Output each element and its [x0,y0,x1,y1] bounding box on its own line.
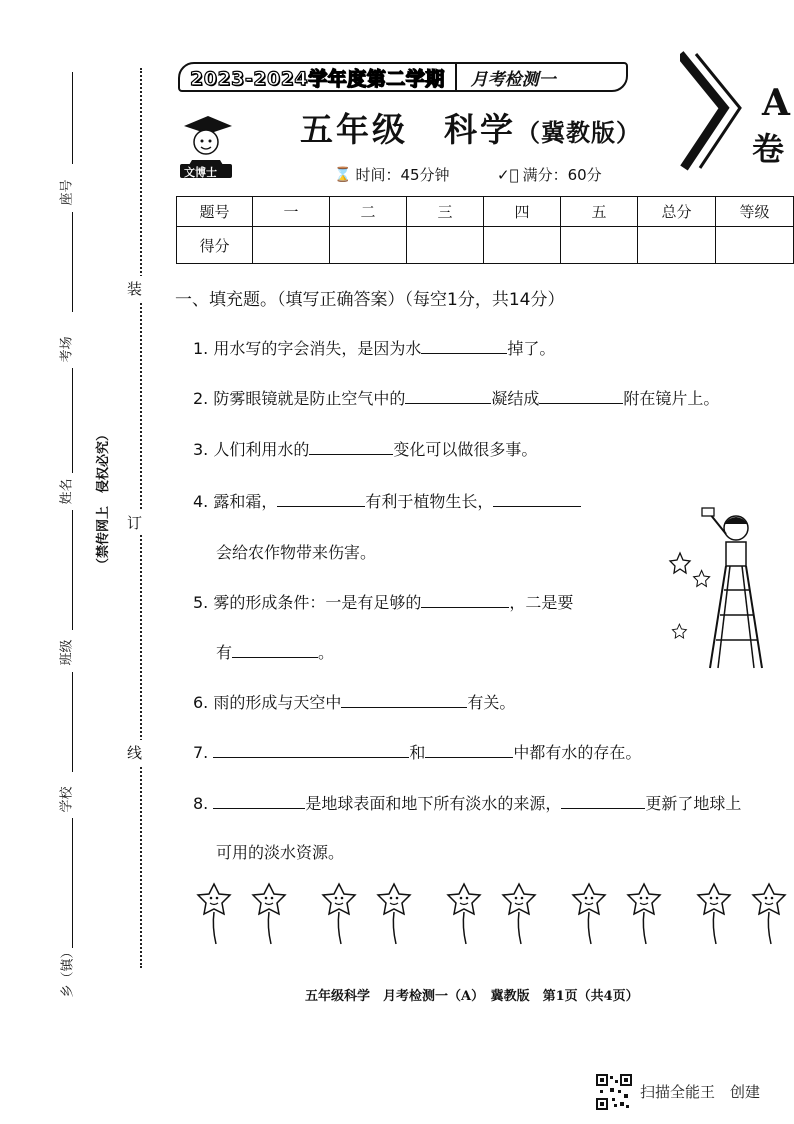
girl-on-ladder-illustration [664,500,784,670]
room-label: 考场 [59,336,75,363]
q5-text-c: 有 [216,643,233,662]
score-cell[interactable] [561,227,638,264]
q8-text-b: 是地球表面和地下所有淡水的来源， [305,794,562,813]
answer-blank[interactable] [561,792,645,809]
q4-text-a: 4. 露和霜， [193,492,278,511]
answer-blank[interactable] [421,337,507,354]
question-7 [193,740,641,763]
full-score-label: 满分：60分 [522,166,602,184]
answer-blank[interactable] [421,591,509,608]
bind-char-zhuang: 装 [127,276,142,301]
score-cell[interactable] [407,227,484,264]
scanner-watermark: 扫描全能王 创建 [640,1083,761,1101]
seat-line-2 [72,212,73,312]
seat-line [72,72,73,164]
answer-blank[interactable] [213,792,305,809]
corner-char: 卷 [752,130,785,168]
full-score-info [497,164,602,185]
question-4 [193,489,581,512]
check-circle-icon: ✓⃝ [497,165,519,184]
score-cell[interactable] [484,227,561,264]
title-text: 五年级 科学 [300,110,516,149]
q8-text-a: 8. [193,794,214,813]
answer-blank[interactable] [277,490,365,507]
time-label: 时间：45分钟 [355,166,450,184]
answer-blank[interactable] [405,387,491,404]
table-row-label: 得分 [177,227,253,264]
page-footer: 五年级科学 月考检测一（A） 冀教版 第1页（共4页） [305,989,639,1004]
q7-text-c: 中都有水的存在。 [513,743,642,762]
q8-text-c: 更新了地球上 [645,794,742,813]
table-header-cell: 二 [330,197,407,227]
answer-blank[interactable] [493,490,581,507]
score-table-header-row [177,197,794,227]
copyright-notice: （禁传网上 侵权必究） [96,427,112,572]
q7-text-a: 7. [193,743,214,762]
q1-text-b: 掉了。 [507,339,556,358]
q2-text-c: 附在镜片上。 [623,389,720,408]
table-header-cell: 题号 [177,197,253,227]
question-8-continued: 可用的淡水资源。 [216,843,345,862]
question-5-continued [216,640,334,663]
corner-letter: A [762,82,790,124]
table-header-cell: 等级 [716,197,794,227]
bind-char-ding: 订 [127,510,142,535]
year-banner-text: 2023-2024学年度第二学期 [190,67,445,90]
question-1 [193,336,555,359]
name-label: 姓名 [59,478,75,505]
seat-label: 座号 [59,179,75,206]
q3-text-b: 变化可以做很多事。 [393,440,538,459]
q5-text-d: 。 [318,643,335,662]
term-banner [178,62,628,92]
qr-code-icon [596,1074,632,1110]
table-header-cell: 一 [253,197,330,227]
room-line [72,368,73,473]
score-cell[interactable] [330,227,407,264]
score-table [176,196,794,264]
score-cell[interactable] [638,227,716,264]
hourglass-icon: ⌛ [334,166,352,183]
question-6 [193,690,515,713]
q7-text-b: 和 [409,743,426,762]
question-5 [193,590,573,613]
table-header-cell: 四 [484,197,561,227]
class-label: 班级 [59,639,75,666]
bind-char-xian: 线 [127,740,142,765]
edition-text: （冀教版） [516,118,641,147]
q5-text-b: ，二是要 [509,593,574,612]
answer-blank[interactable] [341,691,467,708]
mascot-badge: 文博士 [184,166,217,179]
name-line [72,510,73,630]
score-cell[interactable] [253,227,330,264]
table-header-cell: 五 [561,197,638,227]
q6-text-b: 有关。 [467,693,516,712]
exam-type-text: 月考检测一 [455,64,570,90]
score-table-score-row [177,227,794,264]
q2-text-a: 2. 防雾眼镜就是防止空气中的 [193,389,406,408]
answer-blank[interactable] [425,741,513,758]
q1-text-a: 1. 用水写的字会消失，是因为水 [193,339,422,358]
q5-text-a: 5. 雾的形成条件：一是有足够的 [193,593,422,612]
q3-text-a: 3. 人们利用水的 [193,440,310,459]
question-3 [193,437,537,460]
table-header-cell: 总分 [638,197,716,227]
section-1-title: 一、填充题。（填写正确答案）（每空1分，共14分） [175,290,565,310]
flower-row-decoration [196,882,794,952]
class-line [72,672,73,772]
answer-blank[interactable] [309,438,393,455]
time-info [334,164,450,185]
answer-blank[interactable] [213,741,409,758]
q2-text-b: 凝结成 [491,389,540,408]
answer-blank[interactable] [232,641,318,658]
page-title [300,104,641,151]
q6-text-a: 6. 雨的形成与天空中 [193,693,342,712]
question-4-continued: 会给农作物带来伤害。 [216,543,377,562]
town-label: 乡（镇） [60,945,76,998]
score-cell[interactable] [716,227,794,264]
table-header-cell: 三 [407,197,484,227]
question-8 [193,791,793,814]
answer-blank[interactable] [539,387,623,404]
q4-text-b: 有利于植物生长， [365,492,494,511]
question-2 [193,386,719,409]
school-label: 学校 [59,786,75,813]
school-line [72,818,73,948]
